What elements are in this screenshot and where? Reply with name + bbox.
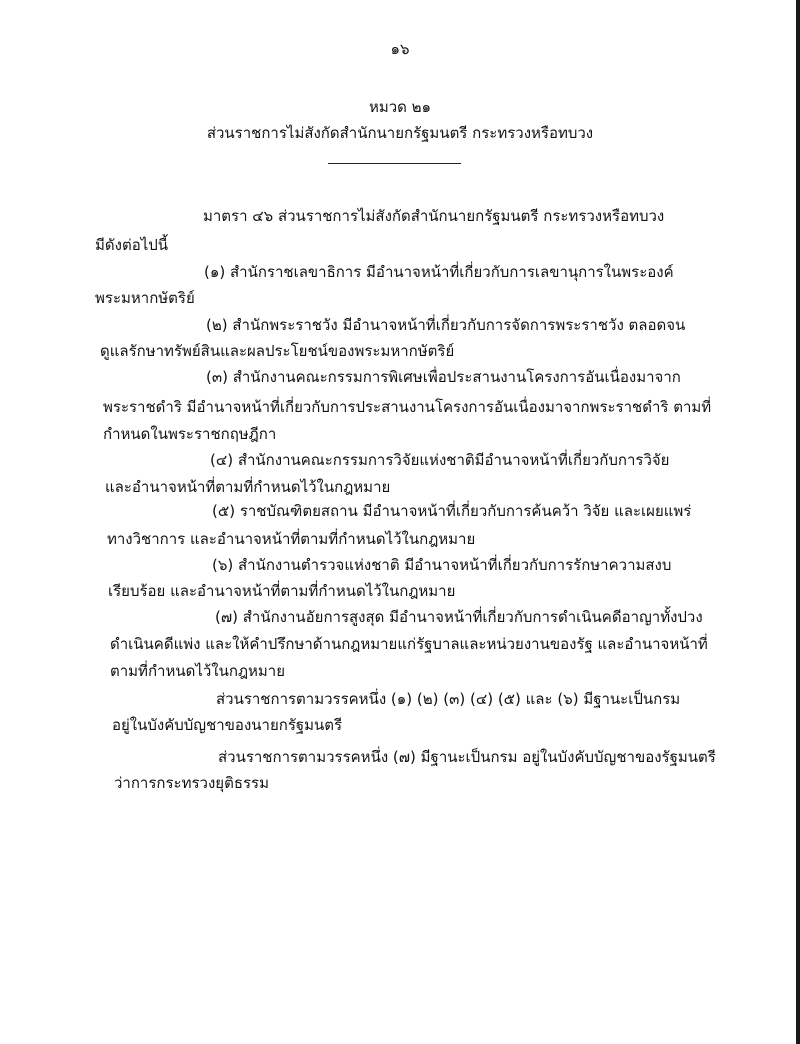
item-7-line-2: ดำเนินคดีแพ่ง และให้คำปรึกษาด้านกฎหมายแก่รัฐบาลและหน่วยงานของรัฐ และอำนาจหน้าที่ [110, 635, 708, 653]
item-3-line-1: (๓) สำนักงานคณะกรรมการพิเศษเพื่อประสานงานโครงการอันเนื่องมาจาก [206, 368, 681, 386]
para-2-line-1: ส่วนราชการตามวรรคหนึ่ง (๗) มีฐานะเป็นกรม อยู่ในบังคับบัญชาของรัฐมนตรี [218, 748, 716, 766]
item-4-line-2: และอำนาจหน้าที่ตามที่กำหนดไว้ในกฎหมาย [105, 478, 391, 496]
item-1-line-1: (๑) สำนักราชเลขาธิการ มีอำนาจหน้าที่เกี่ยวกับการเลขานุการในพระองค์ [204, 263, 674, 281]
item-6-line-2: เรียบร้อย และอำนาจหน้าที่ตามที่กำหนดไว้ในกฎหมาย [108, 582, 456, 600]
chapter-heading: หมวด ๒๑ [368, 98, 432, 116]
item-7-line-3: ตามที่กำหนดไว้ในกฎหมาย [110, 662, 286, 680]
para-1-line-1: ส่วนราชการตามวรรคหนึ่ง (๑) (๒) (๓) (๔) (๕) และ (๖) มีฐานะเป็นกรม [216, 690, 681, 708]
item-2-line-1: (๒) สำนักพระราชวัง มีอำนาจหน้าที่เกี่ยวกับการจัดการพระราชวัง ตลอดจน [206, 316, 686, 334]
scan-edge-shadow [796, 0, 800, 1044]
section-lead-cont: มีดังต่อไปนี้ [95, 236, 169, 254]
item-5-line-1: (๕) ราชบัณฑิตยสถาน มีอำนาจหน้าที่เกี่ยวกับการค้นคว้า วิจัย และเผยแพร่ [212, 502, 692, 520]
item-7-line-1: (๗) สำนักงานอัยการสูงสุด มีอำนาจหน้าที่เกี่ยวกับการดำเนินคดีอาญาทั้งปวง [215, 608, 703, 626]
title-underline [328, 163, 461, 164]
para-2-line-2: ว่าการกระทรวงยุติธรรม [114, 774, 269, 792]
item-3-line-2: พระราชดำริ มีอำนาจหน้าที่เกี่ยวกับการประสานงานโครงการอันเนื่องมาจากพระราชดำริ ตามที่ [103, 398, 712, 416]
item-4-line-1: (๔) สำนักงานคณะกรรมการวิจัยแห่งชาติมีอำนาจหน้าที่เกี่ยวกับการวิจัย [210, 451, 670, 469]
section-lead: มาตรา ๔๖ ส่วนราชการไม่สังกัดสำนักนายกรัฐมนตรี กระทรวงหรือทบวง [203, 207, 665, 225]
item-5-line-2: ทางวิชาการ และอำนาจหน้าที่ตามที่กำหนดไว้ในกฎหมาย [107, 530, 476, 548]
item-3-line-3: กำหนดในพระราชกฤษฎีกา [103, 425, 277, 443]
para-1-line-2: อยู่ในบังคับบัญชาของนายกรัฐมนตรี [112, 716, 343, 734]
item-2-line-2: ดูแลรักษาทรัพย์สินและผลประโยชน์ของพระมหากษัตริย์ [100, 342, 455, 360]
chapter-title: ส่วนราชการไม่สังกัดสำนักนายกรัฐมนตรี กระทรวงหรือทบวง [206, 124, 594, 142]
page-number: ๑๖ [390, 40, 410, 58]
item-1-line-2: พระมหากษัตริย์ [95, 289, 195, 307]
item-6-line-1: (๖) สำนักงานตำรวจแห่งชาติ มีอำนาจหน้าที่เกี่ยวกับการรักษาความสงบ [212, 556, 672, 574]
